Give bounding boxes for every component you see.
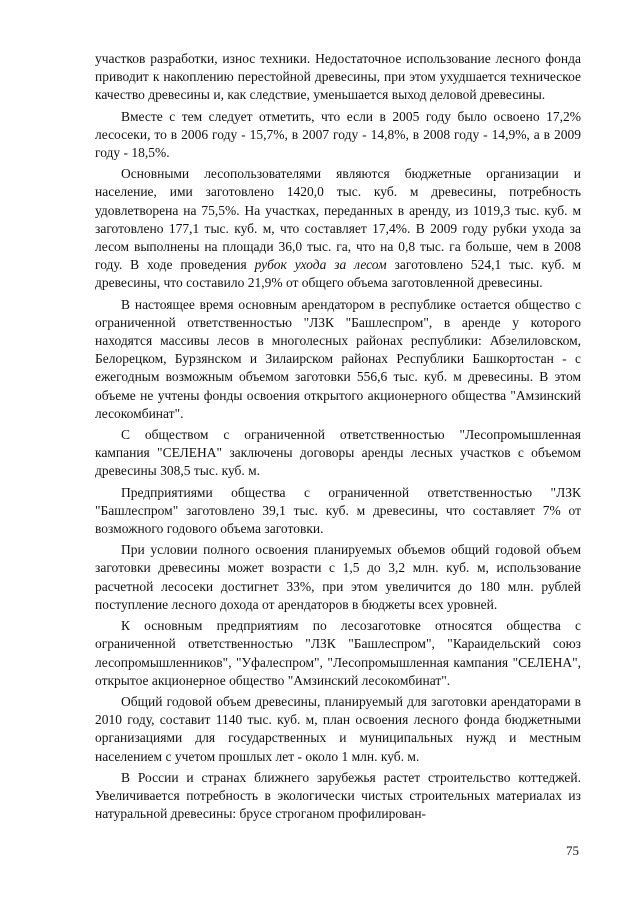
page-number: 75 [566, 843, 579, 858]
paragraph-1: участков разработки, износ техники. Недостаточное использование лесного фонда приводит к накоплению перестойной древесины, при этом ухудшается техническое качество древесины и, как следствие, уменьшается выход деловой древесины. [95, 51, 581, 103]
paragraph-3 [95, 165, 581, 292]
paragraph-5: С обществом с ограниченной ответственностью "Лесопромышленная кампания "СЕЛЕНА" заключены договоры аренды лесных участков с объемом древесины 308,5 тыс. куб. м. [95, 427, 581, 479]
paragraph-9: Общий годовой объем древесины, планируемый для заготовки арендаторами в 2010 году, составит 1140 тыс. куб. м, план освоения лесного фонда бюджетными организациями для государственных и муниципальных нужд и местным населением с учетом прошлых лет - около 1 млн. куб. м. [95, 693, 581, 764]
paragraph-3-italic-term: рубок ухода за лесом [254, 257, 387, 273]
paragraph-4: В настоящее время основным арендатором в республике остается общество с ограниченной ответственностью "ЛЗК "Башлеспром", в аренде у которого находятся массивы лесов в многолесных районах республики: Абзелиловском, Белорецком, Бурзянском и Зилаирском районах Республики Башкортостан - с ежегодным возможным объемом заготовки 556,6 тыс. куб. м древесины. В этом объеме не учтены фонды освоения открытого акционерного общества "Амзинский лесокомбинат". [95, 296, 581, 421]
paragraph-3-text-b: заготовлено 524,1 тыс. куб. м древесины, что составило 21,9% от общего объема заготовленной древесины. [95, 257, 581, 291]
body-text [95, 50, 581, 826]
paragraph-8: К основным предприятиям по лесозаготовке относятся общества с ограниченной ответственностью "ЛЗК "Башлеспром", "Караидельский союз лесопромышленников", "Уфалеспром", "Лесопромышленная кампания "СЕЛЕНА", открытое акционерное общество "Амзинский лесокомбинат". [95, 618, 581, 688]
paragraph-3-text-a: Основными лесопользователями являются бюджетные организации и население, ими заготовлено 1420,0 тыс. куб. м древесины, потребность удовлетворена на 75,5%. На участках, переданных в аренду, из 1019,3 тыс. куб. м заготовлено 177,1 тыс. куб. м, что составляет 17,4%. В 2009 году рубки ухода за лесом выполнены на площади 36,0 тыс. га, что на 0,8 тыс. га больше, чем в 2008 году. В ходе проведения [95, 166, 581, 273]
paragraph-2: Вместе с тем следует отметить, что если в 2005 году было освоено 17,2% лесосеки, то в 2006 году - 15,7%, в 2007 году - 14,8%, в 2008 году - 14,9%, а в 2009 году - 18,5%. [95, 108, 581, 161]
paragraph-6: Предприятиями общества с ограниченной ответственностью "ЛЗК "Башлеспром" заготовлено 39,1 тыс. куб. м древесины, что составляет 7% от возможного годового объема заготовки. [95, 484, 581, 537]
paragraph-10: В России и странах ближнего зарубежья растет строительство коттеджей. Увеличивается потребность в экологически чистых строительных материалах из натуральной древесины: брусе строганом профилирован- [95, 769, 581, 822]
paragraph-7: При условии полного освоения планируемых объемов общий годовой объем заготовки древесины может возрасти с 1,5 до 3,2 млн. куб. м, использование расчетной лесосеки достигнет 33%, при этом увеличится до 180 млн. рублей поступление лесного дохода от арендаторов в бюджеты всех уровней. [95, 542, 581, 612]
